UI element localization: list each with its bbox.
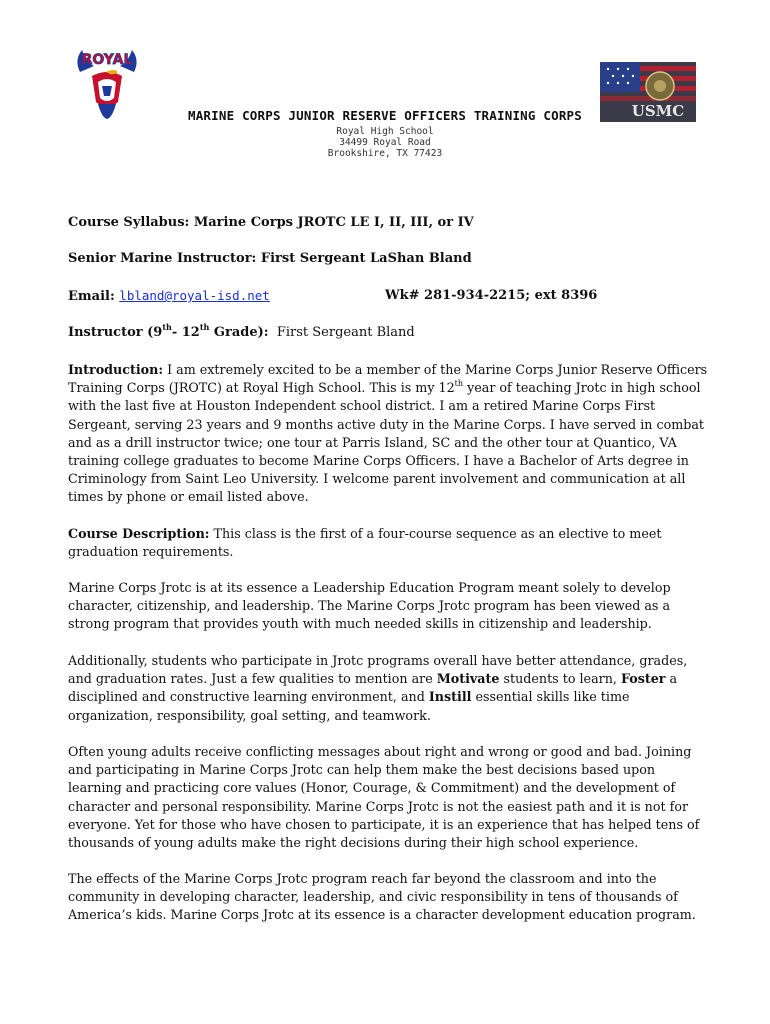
keyword-instill: Instill [428,689,472,705]
course-syllabus-line: Course Syllabus: Marine Corps JROTC LE I, II, III, or IV [68,215,474,230]
paragraph-qualities [68,652,708,725]
introduction-heading: Introduction: [68,362,164,377]
email-label: Email: [68,289,115,304]
instructor-line [68,321,415,342]
paragraph-leadership: Marine Corps Jrotc is at its essence a Leadership Education Program meant solely to develop character, citizenship, and leadership. The Marine Corps Jrotc program has been viewed as a strong program that provides youth with much needed skills in citizenship and leadership. [68,580,671,632]
email-link[interactable]: lbland@royal-isd.net [119,288,270,303]
introduction-paragraph [68,361,708,507]
school-city: Brookshire, TX 77423 [327,148,443,159]
paragraph-effects: The effects of the Marine Corps Jrotc program reach far beyond the classroom and into the community in developing character, leadership, and civic responsibility in tens of thousands of America’s kids. Marine Corps Jrotc at its essence is a character development education program. [68,871,696,923]
paragraph-text: a disciplined and constructive learning environment, and [68,671,678,705]
instructor-label [68,321,269,340]
introduction-text: year of teaching Jrotc in high school with the last five at Houston Independent school district. I am a retired Marine Corps First Sergeant, serving 23 years and 9 months active duty in the Marine Corps. I have served in combat and as a drill instructor twice; one tour at Parris Island, SC and the other tour at Quantico, VA training college graduates to become Marine Corps Officers. I have a Bachelor of Arts degree in Criminology from Saint Leo University. I welcome parent involvement and communication at all times by phone or email listed above. [68,380,705,505]
instructor-label-part: Instructor (9 [68,325,163,340]
instructor-label-part: - 12 [171,325,200,340]
senior-instructor-line: Senior Marine Instructor: First Sergeant LaShan Bland [68,251,472,266]
keyword-motivate: Motivate [436,671,500,687]
school-street: 34499 Royal Road [339,137,431,148]
email-line [68,287,270,306]
org-title: MARINE CORPS JUNIOR RESERVE OFFICERS TRAINING CORPS [187,108,582,123]
instructor-value: First Sergeant Bland [276,325,415,340]
course-description-text: This class is the first of a four-course sequence as an elective to meet graduation requirements. [68,526,662,560]
paragraph-text: Additionally, students who participate in Jrotc programs overall have better attendance, grades, and graduation rates. Just a few qualities to mention are [68,653,688,687]
usmc-logo-text: USMC [631,102,685,120]
instructor-sup: th [162,321,172,332]
introduction-text: I am extremely excited to be a member of the Marine Corps Junior Reserve Officers Training Corps (JROTC) at Royal High School. This is my 12 [68,362,708,396]
paragraph-text: students to learn, [499,671,621,687]
course-description-heading: Course Description: [68,526,210,541]
course-description-paragraph [68,525,708,561]
instructor-label-part: Grade): [209,325,269,340]
work-phone: Wk# 281-934-2215; ext 8396 [385,288,598,303]
paragraph-text: essential skills like time organization, responsibility, goal setting, and teamwork. [68,689,630,723]
paragraph-core-values: Often young adults receive conflicting messages about right and wrong or good and bad. Joining and participating in Marine Corps Jrotc can help them make the best decisions based upon learning and practicing core values (Honor, Courage, & Commitment) and the development of character and personal responsibility. Marine Corps Jrotc is not the easiest path and it is not for everyone. Yet for those who have chosen to participate, it is an experience that has helped tens of thousands of young adults make the right decisions during their high school experience. [68,744,700,851]
royal-logo-text: ROYAL [81,52,133,68]
instructor-sup: th [199,321,210,332]
keyword-foster: Foster [620,671,666,687]
introduction-sup: th [454,378,464,388]
school-name: Royal High School [336,126,434,137]
